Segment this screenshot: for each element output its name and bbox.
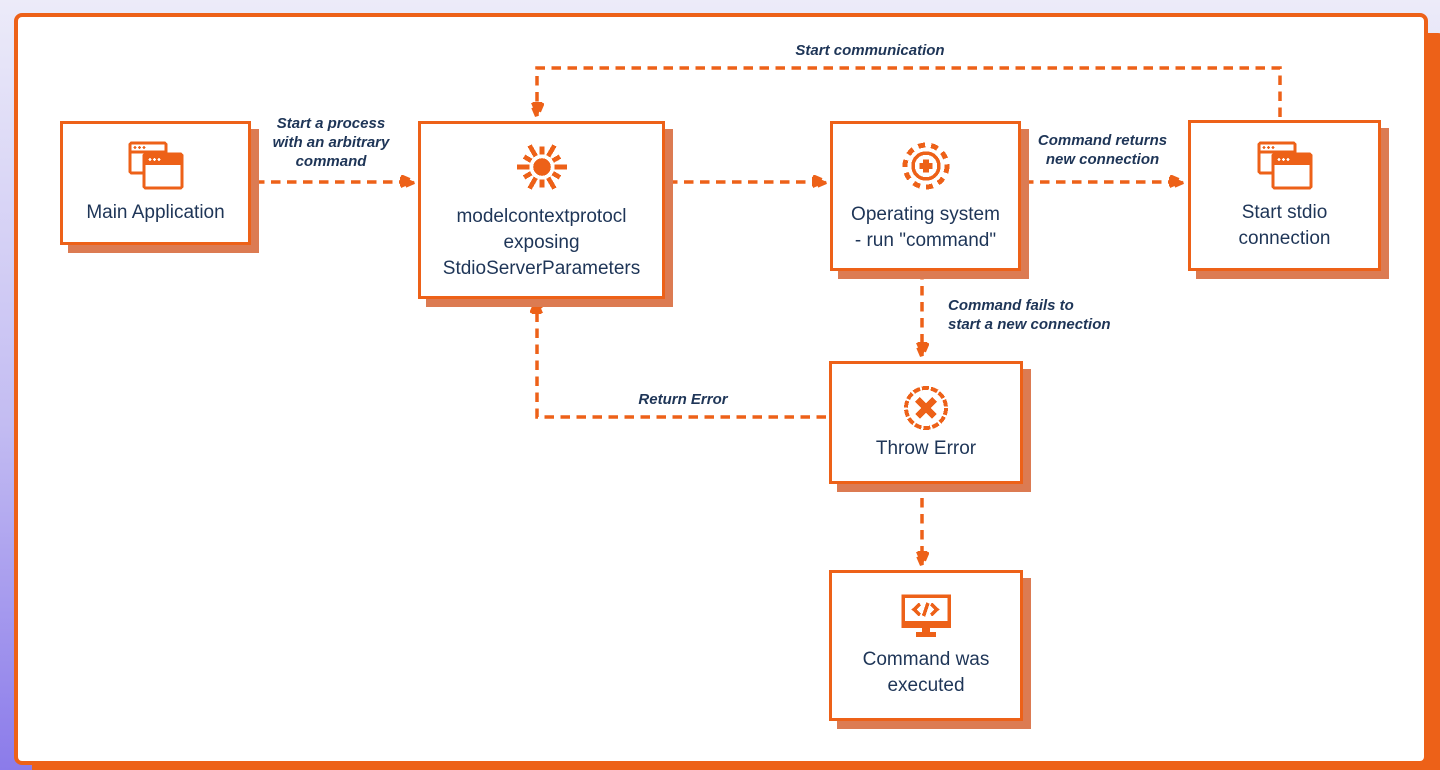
- edge-label-start-process: Start a process with an arbitrary command: [272, 115, 390, 170]
- diagram-canvas: [14, 13, 1428, 765]
- node-label: modelcontextprotocl: [456, 206, 627, 227]
- node-label: Main Application: [86, 202, 225, 223]
- node-label: Command was: [862, 648, 990, 670]
- node-label: exposing: [503, 232, 580, 253]
- edge-label-command-fails: Command fails to start a new connection: [948, 297, 1111, 333]
- node-label: Start stdio: [1241, 201, 1328, 223]
- node-label: Throw Error: [875, 437, 977, 459]
- node-label: StdioServerParameters: [442, 258, 641, 279]
- node-label: connection: [1238, 227, 1331, 249]
- node-label: executed: [887, 674, 965, 696]
- edge-label-return-error: Return Error: [638, 391, 728, 408]
- node-label: - run "command": [854, 230, 997, 251]
- edge-label-start-communication: Start communication: [795, 42, 945, 59]
- node-label: Operating system: [851, 204, 1000, 225]
- edge-label-command-returns: Command returns new connection: [1037, 132, 1168, 168]
